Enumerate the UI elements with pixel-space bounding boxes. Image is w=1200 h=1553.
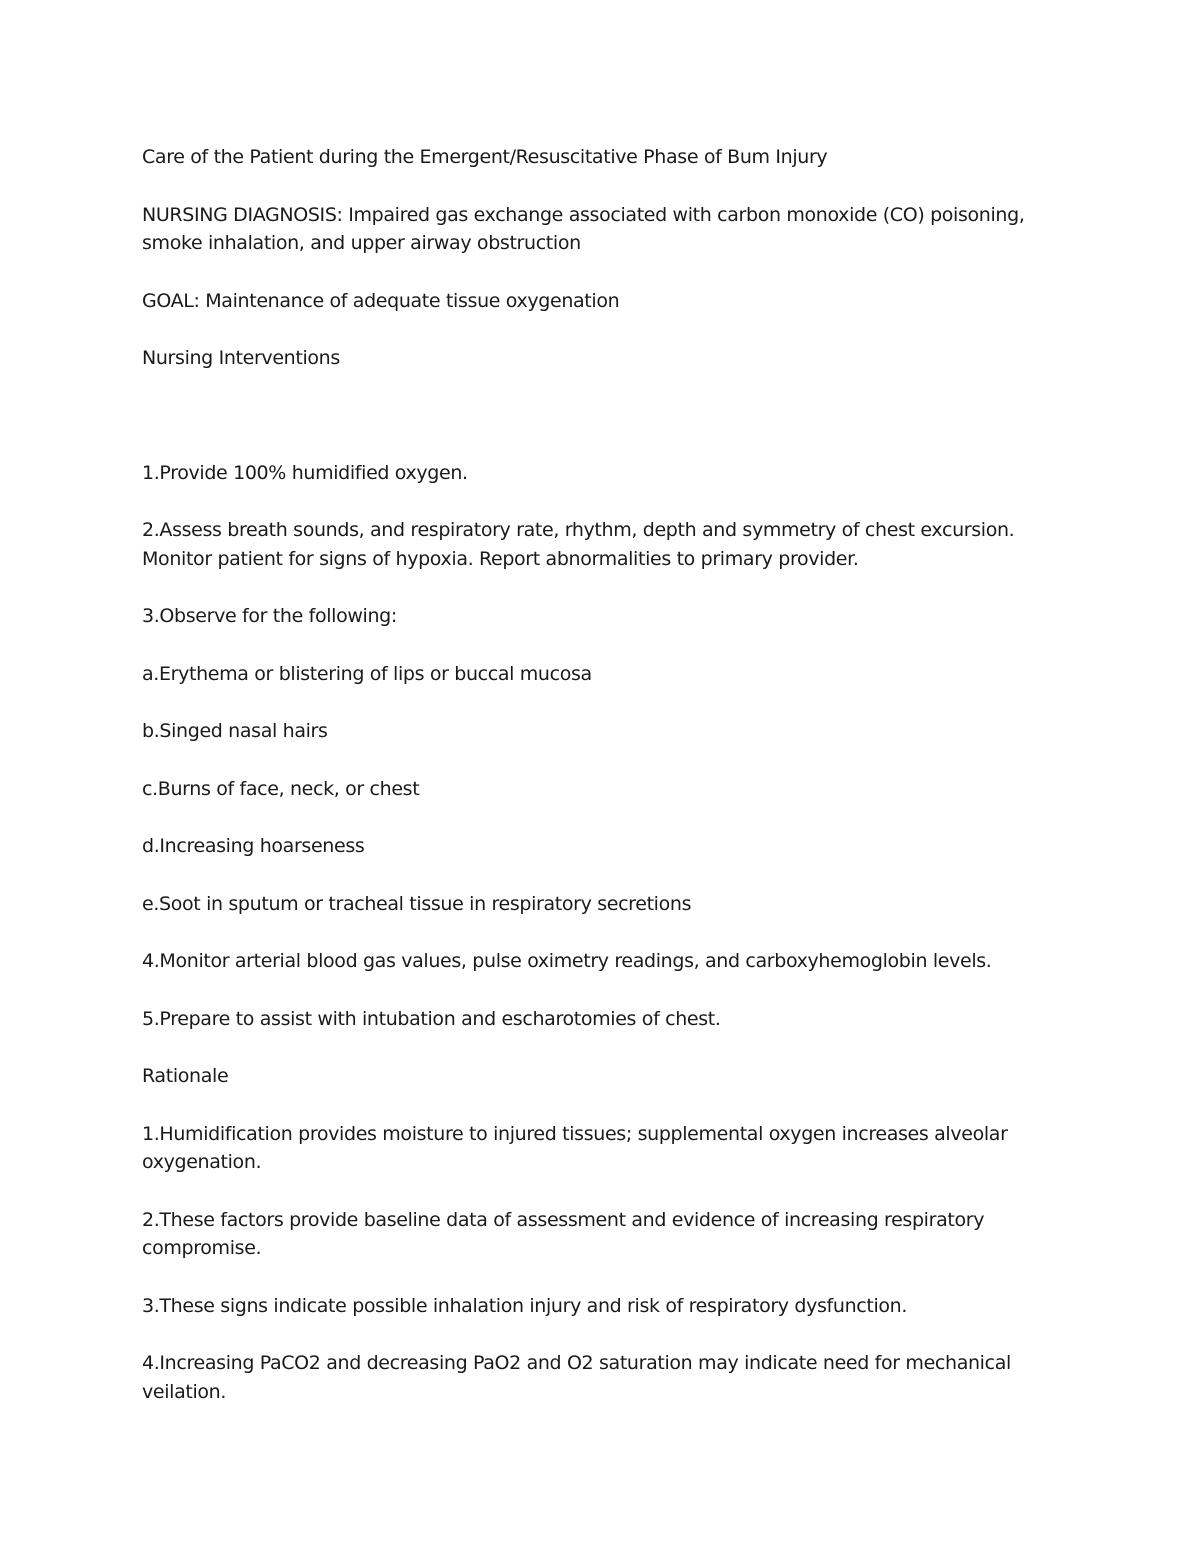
intervention-subitem: a.Erythema or blistering of lips or buccal mucosa (142, 662, 592, 685)
interventions-heading: Nursing Interventions (142, 347, 340, 369)
intervention-subitem: b.Singed nasal hairs (142, 720, 328, 742)
goal-statement: GOAL: Maintenance of adequate tissue oxygenation (142, 289, 620, 312)
nursing-diagnosis: NURSING DIAGNOSIS: Impaired gas exchange associated with carbon monoxide (CO) poisoning, smoke inhalation, and upper airway obstruction (142, 203, 1025, 254)
intervention-subitem: d.Increasing hoarseness (142, 835, 365, 857)
intervention-item: 5.Prepare to assist with intubation and escharotomies of chest. (142, 1007, 721, 1030)
intervention-subitem: e.Soot in sputum or tracheal tissue in respiratory secretions (142, 892, 692, 915)
rationale-item: 3.These signs indicate possible inhalation injury and risk of respiratory dysfunction. (142, 1294, 908, 1317)
intervention-subitem: c.Burns of face, neck, or chest (142, 777, 420, 800)
rationale-item: 2.These factors provide baseline data of assessment and evidence of increasing respiratory compromise. (142, 1208, 985, 1259)
intervention-item: 1.Provide 100% humidified oxygen. (142, 461, 468, 484)
intervention-item: 3.Observe for the following: (142, 605, 397, 627)
intervention-item: 2.Assess breath sounds, and respiratory rate, rhythm, depth and symmetry of chest excursion. Monitor patient for signs of hypoxia. Report abnormalities to primary provider. (142, 519, 1015, 570)
document-title: Care of the Patient during the Emergent/Resuscitative Phase of Bum Injury (142, 146, 828, 168)
intervention-item: 4.Monitor arterial blood gas values, pulse oximetry readings, and carboxyhemoglobin levels. (142, 950, 992, 972)
document-body (142, 143, 1072, 1435)
rationale-item: 1.Humidification provides moisture to injured tissues; supplemental oxygen increases alveolar oxygenation. (142, 1122, 1008, 1173)
rationale-item: 4.Increasing PaCO2 and decreasing PaO2 and O2 saturation may indicate need for mechanical veilation. (142, 1352, 1011, 1403)
rationale-heading: Rationale (142, 1065, 229, 1087)
